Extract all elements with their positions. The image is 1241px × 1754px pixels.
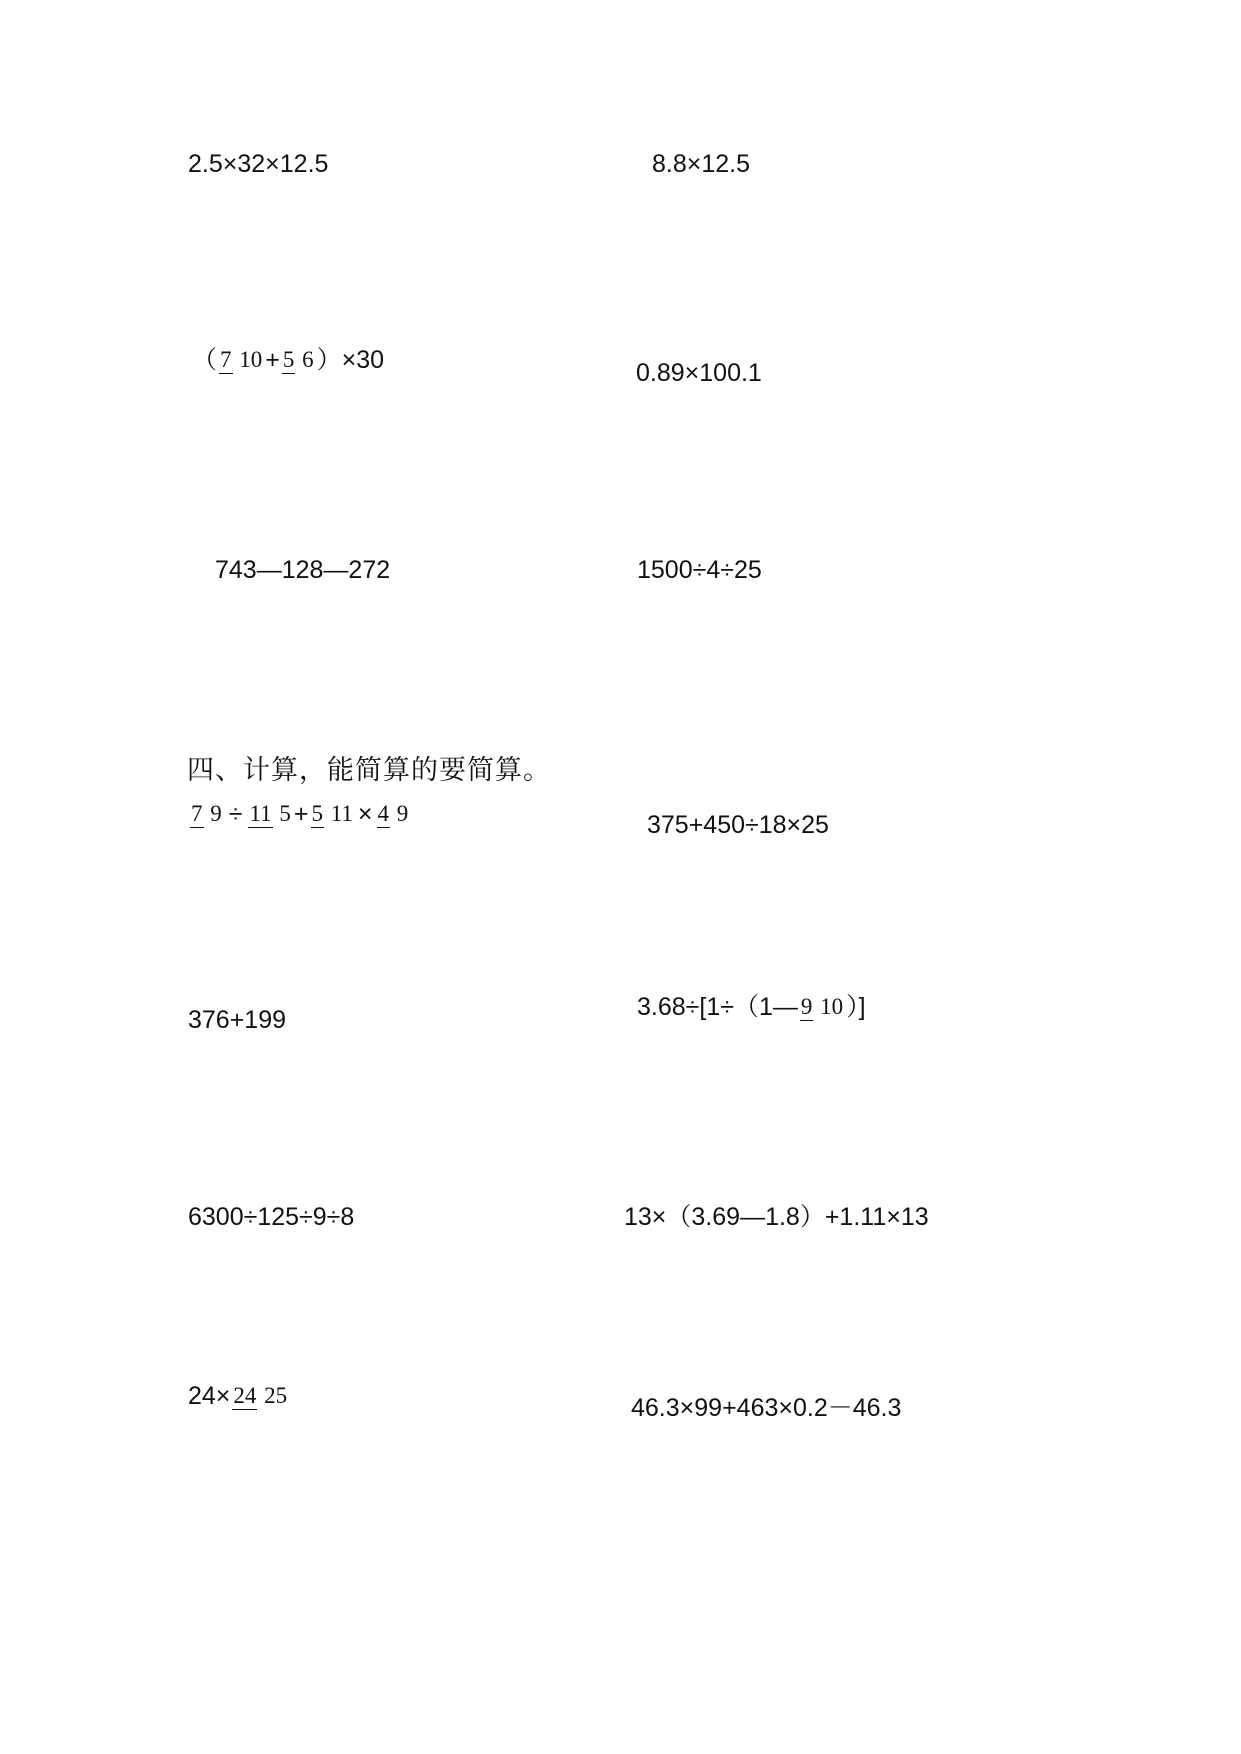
problem-text: 8.8×12.5 (652, 150, 751, 178)
denominator: 5 (279, 801, 291, 826)
problem-5 (215, 558, 390, 583)
numerator: 4 (377, 801, 390, 826)
fraction (232, 1382, 288, 1410)
problem-1 (188, 152, 328, 177)
numerator: 11 (249, 801, 272, 826)
close-paren-times: ）×30 (316, 345, 385, 374)
fraction (800, 993, 844, 1021)
operator: + (265, 345, 280, 374)
problem-text: 2.5×32×12.5 (188, 150, 329, 178)
problem-4 (636, 361, 762, 386)
denominator: 10 (820, 994, 844, 1019)
numerator: 24 (233, 1383, 257, 1408)
operator: × (357, 799, 373, 828)
problem-s4-1 (188, 800, 411, 828)
problem-text: 46.3×99+463×0.2－46.3 (631, 1394, 902, 1422)
fraction (377, 800, 410, 828)
problem-s4-6 (624, 1205, 929, 1230)
numerator: 7 (220, 347, 232, 372)
fraction (282, 346, 315, 374)
numerator: 5 (282, 347, 295, 372)
problem-text: 0.89×100.1 (636, 359, 762, 387)
problem-text: 376+199 (188, 1006, 287, 1034)
fraction (190, 800, 223, 828)
expression-start: 24× (188, 1381, 231, 1410)
problem-text: 6300÷125÷9÷8 (188, 1203, 355, 1231)
problem-3 (192, 346, 384, 374)
problem-s4-4 (637, 993, 866, 1021)
numerator: 9 (800, 994, 813, 1019)
expression-start: 3.68÷[1÷（1— (637, 992, 798, 1021)
expression-end: ）] (846, 992, 866, 1021)
open-paren: （ (192, 345, 218, 374)
problem-s4-5 (188, 1205, 354, 1230)
problem-2 (652, 152, 750, 177)
fraction (248, 800, 291, 828)
problem-text: 13×（3.69—1.8）+1.11×13 (624, 1203, 929, 1231)
problem-s4-7 (188, 1382, 290, 1410)
fraction (219, 346, 263, 374)
problem-s4-2 (647, 813, 829, 838)
problem-text: 743—128—272 (215, 556, 391, 584)
denominator: 9 (210, 801, 222, 826)
numerator: 7 (191, 801, 203, 826)
problem-text: 375+450÷18×25 (647, 811, 829, 839)
denominator: 6 (302, 347, 314, 372)
numerator: 5 (311, 801, 323, 826)
problem-s4-3 (188, 1008, 286, 1033)
operator: + (293, 799, 309, 828)
problem-text: 1500÷4÷25 (637, 556, 762, 584)
denominator: 11 (330, 801, 353, 826)
operator: ÷ (228, 799, 243, 828)
denominator: 9 (396, 801, 409, 826)
denominator: 10 (239, 347, 263, 372)
fraction (311, 800, 354, 828)
section-heading: 四、计算，能简算的要简算。 (187, 755, 551, 786)
problem-s4-8 (631, 1396, 901, 1421)
problem-6 (637, 558, 762, 583)
denominator: 25 (264, 1383, 288, 1408)
